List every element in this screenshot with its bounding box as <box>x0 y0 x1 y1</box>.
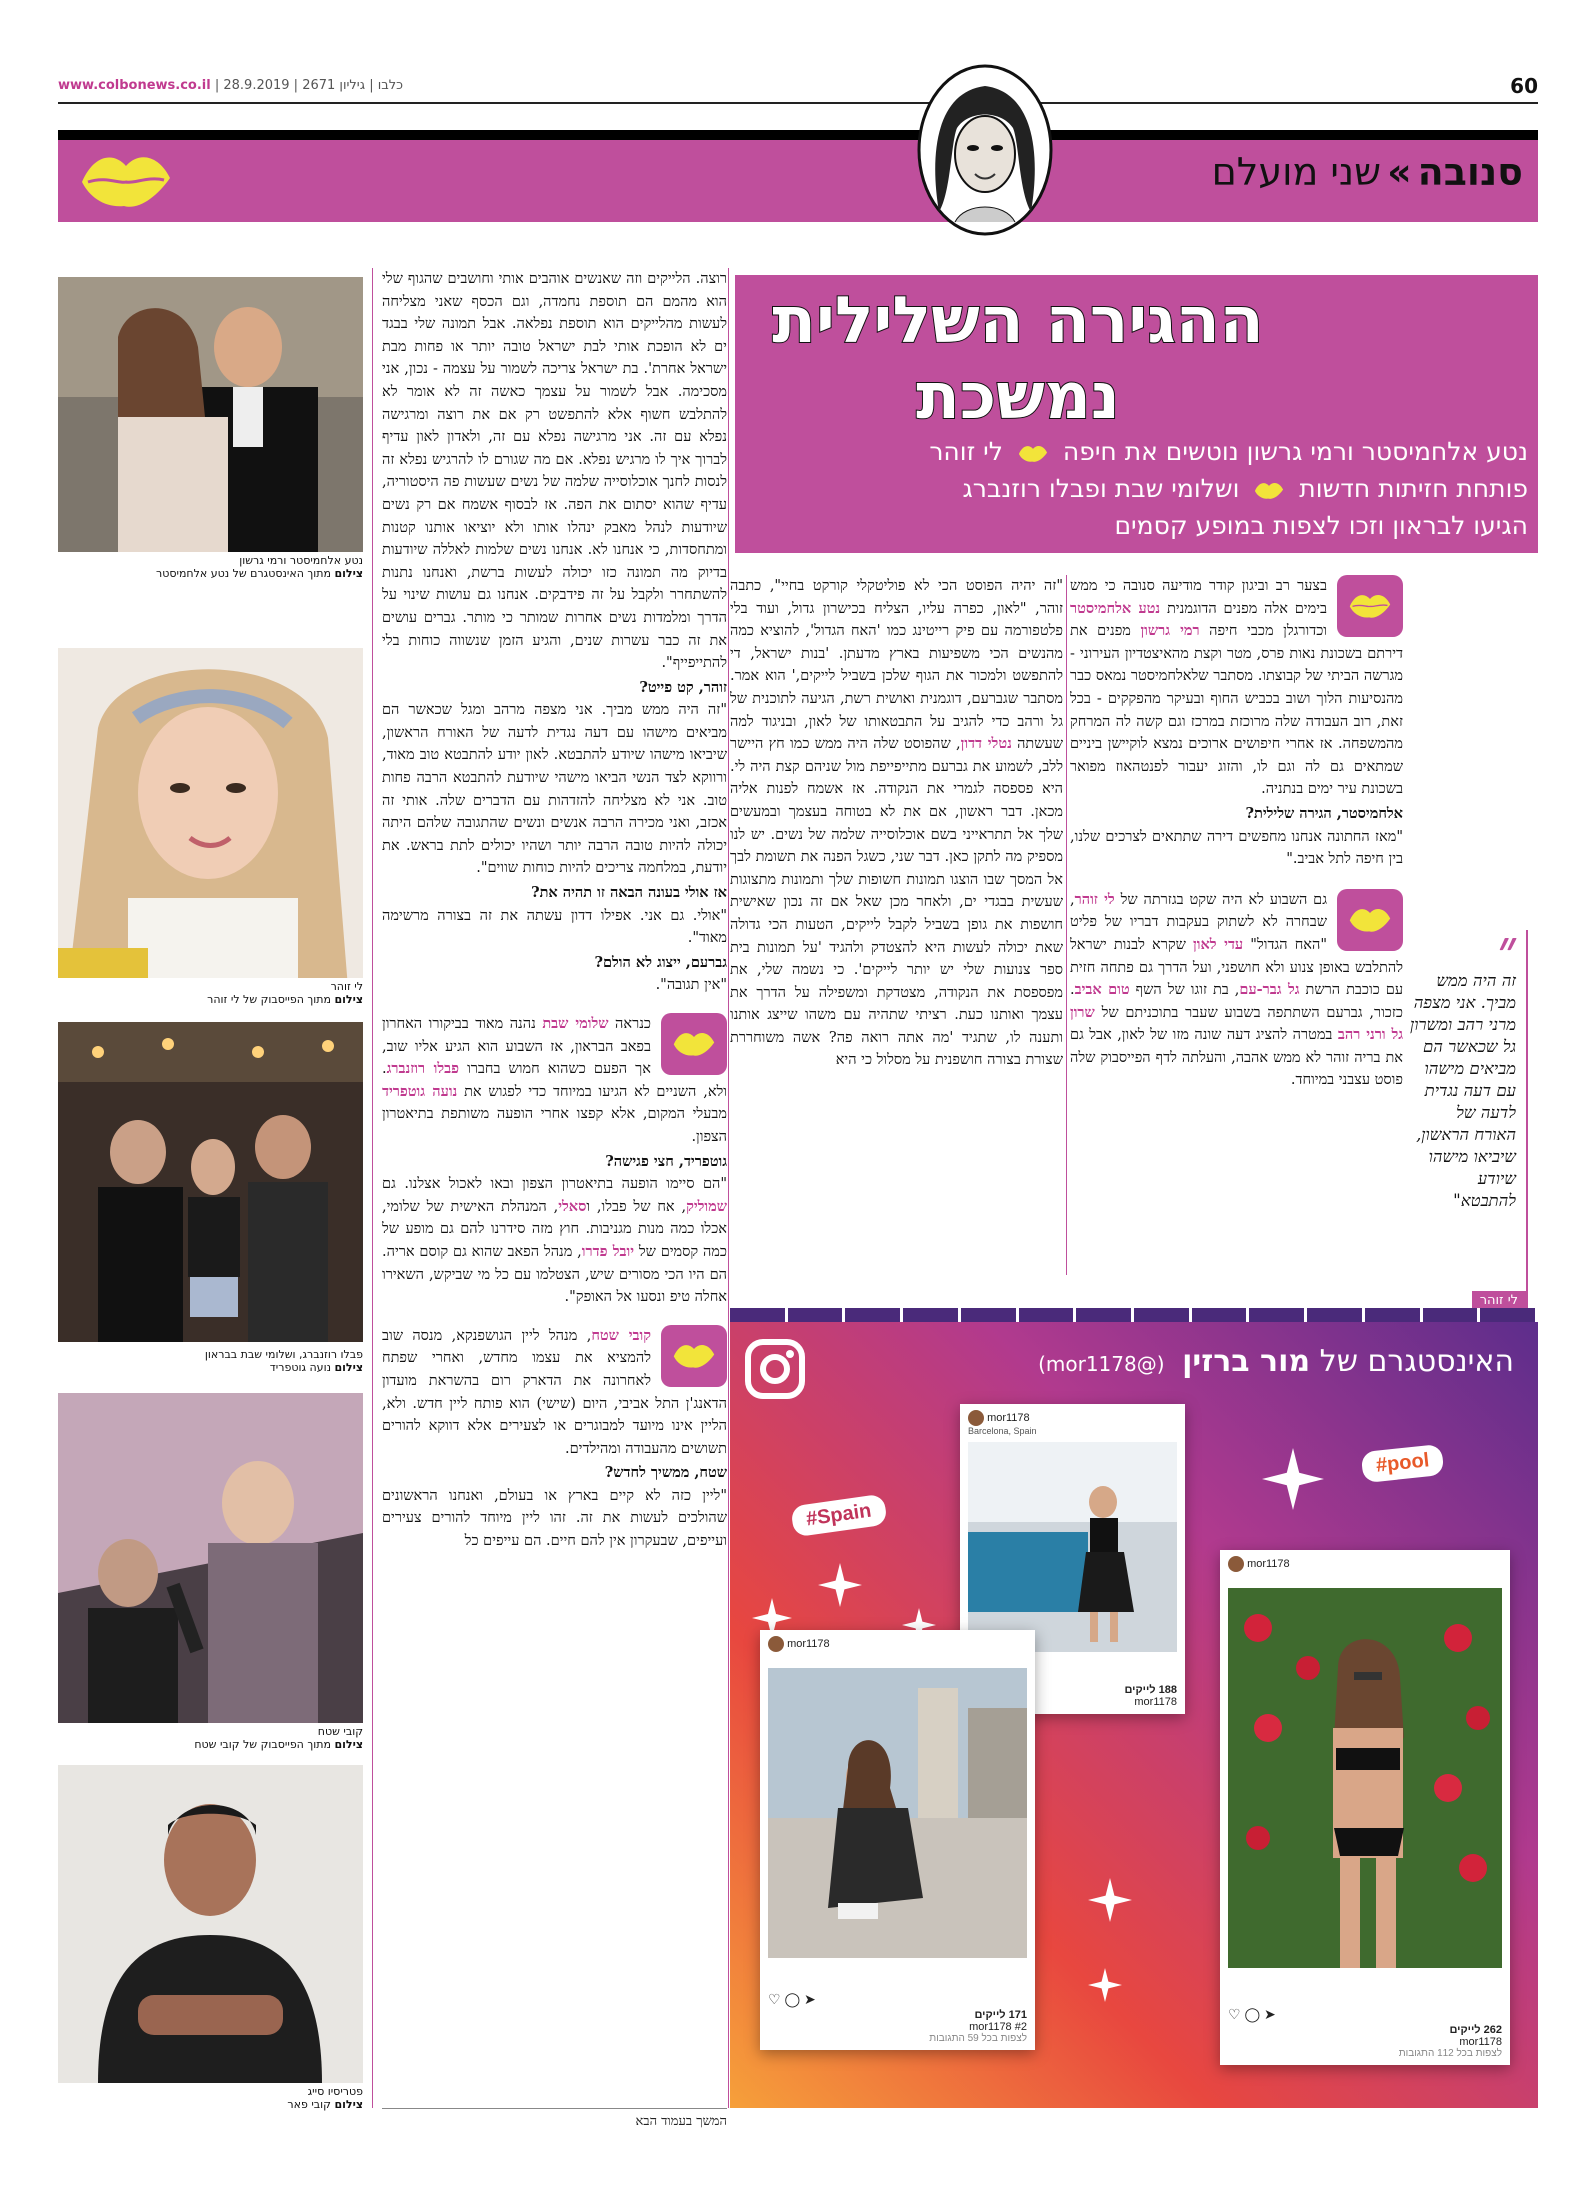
caption-name: פטריסיו סייג <box>307 2085 363 2098</box>
text-run: נהנה מאוד בביקורו האחרון בפאב הבראון, אז השבוע הוא הגיע אליו שוב, אך הפעם כשהוא חמוש בחברו <box>382 1016 652 1078</box>
pull-quote <box>1409 919 1528 1310</box>
site-url[interactable]: www.colbonews.co.il <box>58 78 211 93</box>
person-name: פבלו רוזנברג <box>386 1060 459 1078</box>
sparkle-icon <box>1088 1968 1122 2002</box>
post-comments-link[interactable]: לצפות בכל 59 התגובות <box>929 2033 1027 2044</box>
person-name: יובל פדרו <box>581 1242 634 1260</box>
caption-credit-label: צילום <box>334 1738 363 1751</box>
person-name: נועה גוטפריד <box>382 1082 458 1100</box>
lips-icon <box>671 1027 717 1059</box>
caption-name: נטע אלחמיסטר ורמי גרשון <box>239 554 363 567</box>
lips-icon <box>1347 589 1393 621</box>
post-photo-flowers <box>1228 1588 1502 1968</box>
person-name: סאלי <box>558 1197 587 1215</box>
person-name: גל גבר-עם <box>1239 981 1300 999</box>
person-name: נטלי דדון <box>960 735 1012 753</box>
caption-credit: מתוך הפייסבוק של קובי שטח <box>194 1738 331 1751</box>
text-run: וכדורגלן מכבי חיפה <box>1209 623 1327 640</box>
post-header <box>1228 1556 1502 1586</box>
site-line <box>58 78 403 93</box>
caption-name: פבלו רוזנברג, ושלומי שבת בבראון <box>204 1348 363 1361</box>
page-number: 60 <box>1510 74 1538 98</box>
instagram-feature <box>730 1308 1538 2108</box>
paragraph <box>382 1013 727 1149</box>
caption-credit-label: צילום <box>334 2098 363 2111</box>
lips-badge <box>1337 889 1403 951</box>
text-run: , שהפוסט שלה היה ממש כמו חץ היישר ללב, לשמוע את גברעם מתייפייפת מול שניהם קצת היה לי. היא פספסה לגמרי את הנקודה. אז אשמח לפנות אליה מכאן. דבר ראשון, אם את לא בטוחה בעצמך ובמעשים שלך אל תתראייני בשם אוכלוסייה שלמה של נשים. יש לנו מספיק מה לתקן כאן. דבר שני, כשגל הפנה את תשומת לבך אל המסך שבו הוצגו תמונות חשופות שלך ותמונות מתצוגות שעשית בבגדי ים, ולאחר מכן שאל אם זה נכון שאישית חושפות את גופן בשביל לקבל לייקים, הטעות הכי גדולה שאת יכולה לעשות היא להצטדק ולהגיד 'על תמונות בית ספר צנועות שלי יש יותר לייקים'. כי נשמה שלי, את מפספסת את הנקודה, מצטדקת ומשפילה על הדרך את עצמך ואותנו כעת. רציתי שתהיה עם משהו שייצג אותנו ותענה לו, שתגיד 'מה אתה רואה פה? אשה משוחררת שצורת בצורה חושפנית על מסלול כי היא <box>730 736 1063 1069</box>
person-name: עדי לאון <box>1193 935 1244 953</box>
caption-credit-label: צילום <box>334 993 363 1006</box>
post-photo-pool <box>968 1442 1177 1652</box>
paragraph <box>730 575 1063 1072</box>
pull-quote-text: זה היה ממש מביך. אני מצפה מרני רהב ומשרון גל שכאשר הם מביאים מישהו עם דעה נגדית לדעה של האורח הראשון, שיביאו מישהו שיודע להתבטא" <box>1409 971 1516 1210</box>
avatar <box>768 1636 784 1652</box>
sparkle-icon <box>1088 1878 1132 1922</box>
sparkle-icon <box>818 1563 862 1607</box>
text-run: מפנים את דירתם בשכונת נאות פרס, מטר וקצת מהאיצטדיון העירוני - מגרשה הביתי של קבוצתו. מסתבר שלאלחמיסטר נמאס כבר מהנסיעות הלוך ושוב בכביש החוף ובעיקר מהפקקים - בכל זאת, רוב העבודה שלה מרוכזת במרכז וגם קשה לה המרחק מהמשפחה. אז אחרי חיפושים ארוכים נמצא לוקיישן ביניים שמתאים גם לה וגם לו, והזוג יעבור לפנטהאוז מפואר בשכונת עיר ימים בנתניה. <box>1070 623 1403 798</box>
post-likes: 188 לייקים <box>1124 1684 1177 1696</box>
paragraph: רוצה. הלייקים וזה שאנשים אוהבים אותי וחושבים שהגוף שלי הוא מהמם הם תוספת נחמדה, וגם הכסף שאני מצליחה לעשות מהלייקים הוא תוספת נפלאה. אבל תמונה שלי בבגד ים לא הופכת אותי לבת ישראל טובה יותר או פחות מבת ישראל אחרת'. בת ישראל צריכה לשמור על עצמה - נכון, אני מסכימה. אבל לשמור על עצמך כאשה זה לא אומר לא להתלבש חשוף אלא להתפשט רק אם את רוצה ומרגישה נפלא עם זה. אני מרגישה נפלא עם זה, ולאדון לאון עדיף לברוך איך לו מרגיש נפלא. אם מה שגורם לו להרגיש נפלא זה לנסות לחנך אוכלוסייה שלמה של נשים שעשות פה היסטוריה, עדיף שהוא יסתום את הפה. אז לבסוף אשמח אם רק נשים שיודעות לנהל מאבק ינהלו אותו ולא יוציאו אותנו קטנות ומתחסדות, כי אנחנו לא. אנחנו נשים שלמות לאללה שיודעות בדיוק מה תמונה כזו יכולה לעשות ברשת, ואנחנו נתנות להשתחרר ולקבל על זה פידבקים. אנחנו גם עושות שינוי על הדרך ומלמדות נשים אחרות שמותר כי מותר. גברים עושים את זה כבר עשרות שנים, והגיע הזמן שנשווה כוחות בלי להתייפייף". <box>382 271 727 672</box>
columnist-portrait <box>915 62 1055 237</box>
instagram-person-name: מור ברזין <box>1182 1344 1311 1379</box>
post-action-icons[interactable]: ♡ ◯ ➤ <box>1228 2006 1276 2022</box>
post-header <box>968 1410 1177 1440</box>
paragraph: "זה היה ממש מביך. אני מצפה מרהב ומגל שכאשר הם מביאים מישהו עם דעה נגדית לדעה של האורח הראשון, שיביאו מישהו שיודע להתבטא. לאון יודע להתבטא טוב מאוד, ורווקא לצד הנשי הביאו מישהי שיודעת להתבטא הרבה פחות טוב. אני לא מצליחה להזדהות עם הדברים שלה. אותי זה אכזב, ואני מכירה הרבה אנשים ונשים שהתגובה שלהם היתה יכולה להיות טובה הרבה יותר ושהיו יכולים לתת בראש. את יודעת, במלחמה צריכים להיות כוחות שווים". <box>382 702 727 877</box>
photo-portrait-man <box>58 1765 363 2113</box>
selfie-photo-image <box>58 648 363 988</box>
decorative-stripes <box>730 1308 1538 1322</box>
question: אז אולי בעונה הבאה זו תהיה את? <box>531 884 727 902</box>
instagram-title <box>1038 1344 1514 1379</box>
subhead-part: הגיעו לבראון וזכו לצפות במופע קסמים <box>1114 511 1528 540</box>
photo-caption <box>58 1723 363 1753</box>
lips-badge <box>661 1013 727 1075</box>
photo-pub-trio <box>58 1022 363 1376</box>
question: זוהר, קט פייט? <box>639 678 727 696</box>
paragraph <box>382 1173 727 1309</box>
caption-credit: מתוך הפייסבוק של לי זוהר <box>207 993 331 1006</box>
caption-credit: נועה גוטפריד <box>269 1361 331 1374</box>
post-header <box>768 1636 1027 1666</box>
lips-icon <box>1347 903 1393 935</box>
text-run: "זה יהיה הפוסט הכי לא פוליטקלי קורקט בחיי", כתבה זוהר, "לאון, כפרה עליו, הצליח בכישרון גדול, ועוד בלי פלטפורמה עם פיק רייטינג כמו 'האח הגדול', להוציא כמה מהנשים הכי משפיעות בארץ מדעתן. 'בנות ישראל, די להתפשט ולמכור את הגוף שלכן בשביל לייקים,' הוא אמר. מסתבר שגברעם, דוגמנית ואושית רשת, הגיעה לתוכנית של גל ורהב כדי להגיב על התבטאותו של לאון, ובניגוד למה שעשתה <box>730 578 1063 753</box>
section-arrow: » <box>1387 150 1412 194</box>
caption-credit-label: צילום <box>334 567 363 580</box>
caption-name: קובי שטח <box>317 1725 363 1738</box>
question: גברעם, ייצוג לא הולם? <box>594 953 727 971</box>
photo-caption <box>58 978 363 1008</box>
column-divider <box>728 268 729 2108</box>
post-tag[interactable]: mor1178 <box>1134 1696 1177 1708</box>
headline-line-1: ההגירה השלילית <box>772 284 1264 358</box>
text-run: . כזכור, גברעם השתתפה בשבוע שעבר בתוכניתם של <box>1070 982 1403 1021</box>
continued-note[interactable]: המשך בעמוד הבא <box>382 2108 727 2129</box>
hashtag-pool[interactable]: #pool <box>1361 1444 1445 1483</box>
section-name: סנובה <box>1417 150 1523 194</box>
subhead-part: נטע אלחמיסטר ורמי גרשון נוטשים את חיפה <box>1062 437 1528 466</box>
text-run: בצער רב וביגון קודר מודיעה סנובה כי ממש בימים אלה מפנים הדוגמנית <box>1070 578 1327 617</box>
text-run: . ולא, השניים לא הגיעו במיוחד כדי לפגוש את <box>382 1061 727 1100</box>
post-comments-link[interactable]: לצפות בכל 112 התגובות <box>1398 2048 1502 2059</box>
lips-icon <box>1253 479 1285 501</box>
caption-credit: מתוך האינסטגרם של נטע אלחמיסטר <box>156 567 331 580</box>
person-name: טום אביב <box>1074 981 1130 999</box>
post-photo-street <box>768 1668 1027 1958</box>
text-run: שקרא לבנות ישראל להתלבש באופן צנוע ולא חושפני, ועל הדרך גם פתחה חזית עם כוכבת הרשת <box>1070 936 1403 999</box>
lips-icon <box>671 1339 717 1371</box>
section-title <box>1212 150 1523 194</box>
headline-line-2: נמשכת <box>916 360 1120 434</box>
post-likes: 262 לייקים <box>1449 2024 1502 2036</box>
text-run: , שבחרה לא לשתוק בעקבות דבריו של פליט "האח הגדול" <box>1070 891 1327 953</box>
person-name: רמי גרשון <box>1140 622 1200 640</box>
text-run: , אח של פבלו, ו <box>586 1198 687 1215</box>
photo-caption <box>58 1346 363 1376</box>
person-name: שרון גל ורני רהב <box>1070 1003 1403 1044</box>
caption-credit: קובי פאר <box>287 2098 331 2111</box>
subhead-part: לי זוהר <box>929 437 1003 466</box>
column-divider <box>372 268 373 2108</box>
hashtag-spain[interactable]: #Spain <box>790 1494 887 1538</box>
headline-box <box>735 275 1538 553</box>
instagram-post[interactable] <box>760 1630 1035 2050</box>
post-likes: 171 לייקים <box>974 2009 1027 2021</box>
question: אלחמיסטר, הגירה שלילית? <box>1245 804 1403 822</box>
pub-photo-image <box>58 1022 363 1342</box>
page-header <box>58 74 1538 100</box>
question: שטח, ממשיך לחדש? <box>604 1464 727 1482</box>
person-name: שמוליק <box>686 1197 727 1215</box>
man-photo-image <box>58 1765 363 2083</box>
post-footer <box>768 1991 1027 2044</box>
paragraph: "ליין כזה לא קיים בארץ או בעולם, ואנחנו הראשונים שהולכים לעשות את זה. זהו ליין מיוחד להורים צעירים ועייפים, שבעקרון אין להם חיים. הם עייפים כל <box>382 1487 727 1550</box>
post-tag[interactable]: mor1178 <box>1459 2036 1502 2048</box>
instagram-handle[interactable]: (@mor1178) <box>1038 1352 1165 1376</box>
photo-lee-zohar <box>58 648 363 1008</box>
paragraph <box>1070 889 1403 1092</box>
text-run: מבעלי המקום, אלא קפצו אחרי הופעה משותפת בתיאטרון הצפון. <box>382 1106 727 1145</box>
subhead-part: פותחת חזיתות חדשות <box>1299 474 1528 503</box>
photo-couple <box>58 277 363 582</box>
dj-photo-image <box>58 1393 363 1723</box>
photo-caption <box>58 552 363 582</box>
person-name: לי זוהר <box>1074 890 1115 908</box>
text-run: , מנהל ליין הגושפנקא, מנסה שוב להמציא את עצמו מחדש, ואחרי שפתח לאחרונה את הדארק רום בהשראת מועדון הדאנג'ן התל אביבי, היום (שישי) הוא פותח ליין חדש. ולא, הליין אינו מיועד למבוגרים או לצעירים אלא דווקא להורים תשושים מהעבודה ומהילדים. <box>382 1327 727 1457</box>
instagram-post[interactable] <box>1220 1550 1510 2065</box>
subhead-part: ושלומי שבת ופבלו רוזנברג <box>962 474 1240 503</box>
subheadline <box>748 433 1528 544</box>
person-name: קובי שטח <box>591 1326 651 1344</box>
couple-photo-image <box>58 277 363 567</box>
title-prefix: האינסטגרם של <box>1319 1344 1514 1379</box>
person-name: שלומי שבת <box>542 1015 609 1032</box>
person-name: נטע אלחמיסטר <box>1070 599 1161 617</box>
paragraph: "אין תגובה". <box>655 977 727 994</box>
article-column-2 <box>730 575 1063 1275</box>
paragraph <box>382 1325 727 1461</box>
text-run: , בת זוגו של השף <box>1135 982 1240 999</box>
text-run: גם השבוע לא היה שקט בגזרתה של <box>1120 891 1327 908</box>
photo-caption <box>58 2083 363 2113</box>
text-run: , המנהלת האישית של שלומי, אכלו כמה מנות מגניבות. חוץ מזה סידרנו להם גם מופע של כמה קסמים של <box>382 1198 727 1260</box>
headline <box>738 283 1298 435</box>
paragraph: "אולי. גם אני. אפילו דדון עשתה את זה בצורה מרשימה מאוד". <box>382 907 727 947</box>
caption-name: לי זוהר <box>330 980 363 993</box>
text-run: "הם סיימו הופעה בתיאטרון הצפון ובאו לאכול אצלנו. גם <box>382 1176 727 1193</box>
text-run: כנראה <box>615 1016 651 1032</box>
avatar <box>1228 1556 1244 1572</box>
issue-meta: | כלבו | גיליון 2671 | 28.9.2019 <box>210 78 404 93</box>
post-username[interactable]: mor1178 <box>1247 1557 1290 1570</box>
avatar <box>968 1410 984 1426</box>
post-username[interactable]: mor1178 <box>987 1411 1030 1424</box>
article-column-3 <box>382 268 727 2103</box>
paragraph: "מאז החתונה אנחנו מחפשים דירה שתתאים לצרכים שלנו, בין חיפה לתל אביב." <box>1070 828 1403 868</box>
lips-icon <box>1017 442 1049 464</box>
text-run: , מנהל הפאב שהוא גם קוסם אריה. הם היו הכי מסורים שיש, הצטלמו עם כל מי שביקש, השאירו אחלה טיפ ונסעו אל האופק". <box>382 1243 727 1306</box>
lips-icon <box>76 146 176 212</box>
sparkle-icon <box>1262 1448 1324 1510</box>
lips-badge <box>661 1325 727 1387</box>
columnist-name: שני מועלם <box>1211 150 1382 194</box>
caption-credit-label: צילום <box>334 1361 363 1374</box>
header-rule <box>58 102 1538 104</box>
pull-quote-attribution: לי זוהר <box>1472 1291 1526 1310</box>
post-action-icons[interactable]: ♡ ◯ ➤ <box>768 1991 816 2007</box>
instagram-logo-icon <box>742 1336 808 1402</box>
post-location: Barcelona, Spain <box>968 1426 1037 1436</box>
post-tag[interactable]: #2 mor1178 <box>969 2021 1027 2033</box>
column-divider <box>1066 575 1067 1275</box>
lips-badge <box>1337 575 1403 637</box>
quote-mark-icon: ״ <box>1498 919 1518 980</box>
question: גוטפריד, חצי פגישה? <box>605 1152 727 1170</box>
text-run: במטרה להציג דעה שונה מזו של לאון, אבל גם את בריה זוהר לא ממש אהבה, והעלתה לדף הפייסבוק שלה פוסט עצבני במיוחד. <box>1070 1027 1403 1089</box>
photo-dj <box>58 1393 363 1753</box>
post-username[interactable]: mor1178 <box>787 1637 830 1650</box>
post-footer <box>1228 2006 1502 2059</box>
